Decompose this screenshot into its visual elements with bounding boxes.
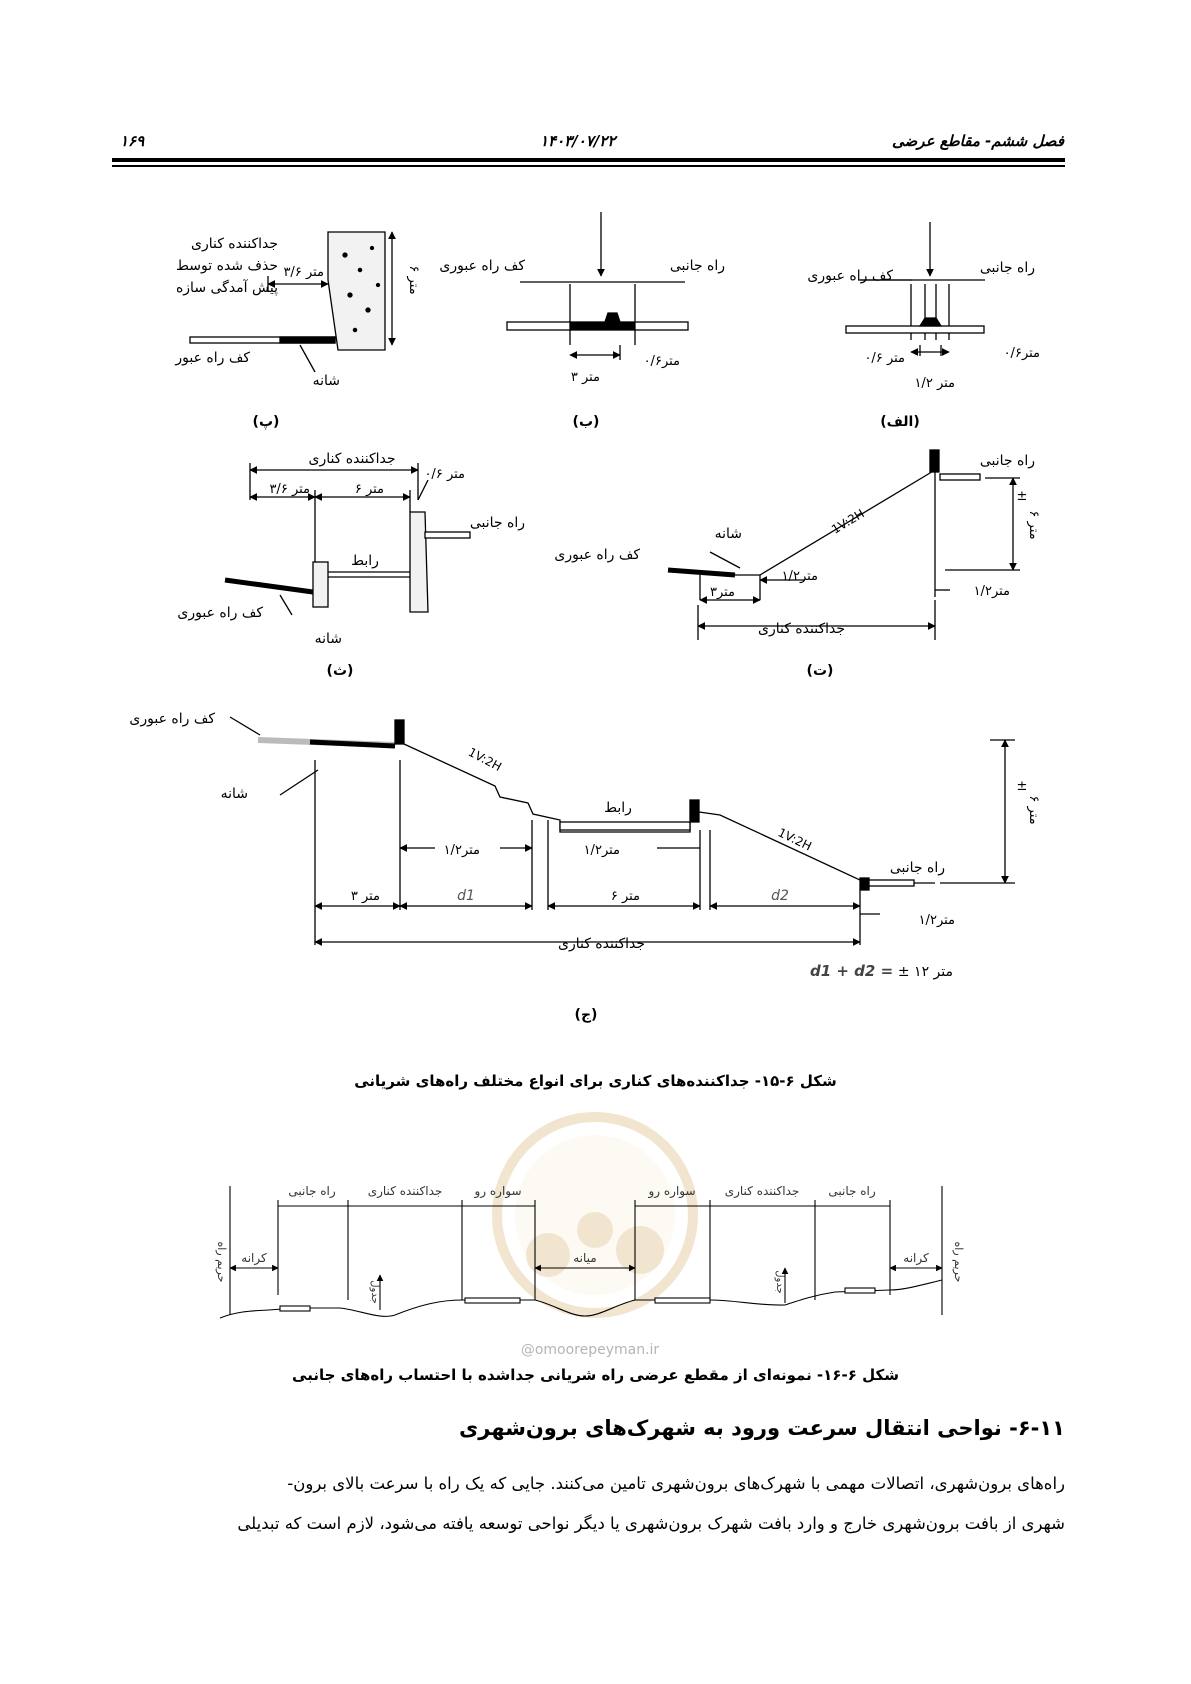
fig16-watermark-logo [497,1117,696,1313]
je-side-road: راه جانبی [889,860,945,876]
alef-dim-06-left: ۰/۶ متر [864,351,905,366]
se-tag: (ث) [326,663,354,679]
te-separator: جداکننده کناری [757,621,845,637]
fig16-verge-left: کرانه [241,1251,267,1265]
pe-tag: (پ) [252,414,280,430]
se-dim-36: ۳/۶ متر [269,482,310,497]
alef-tag: (الف) [880,414,920,430]
alef-dim-12: ۱/۲ متر [914,376,955,391]
se-separator: جداکننده کناری [308,451,396,467]
je-dim-12-b: ۱/۲متر [583,843,620,858]
se-dim-6: ۶ متر [354,482,384,497]
je-d1: d1 [457,888,475,904]
fig16-watermark-text: @omoorepeyman.ir [520,1342,660,1358]
pe-note-1: جداکننده کناری [190,236,278,252]
je-tag: (ج) [574,1007,598,1023]
je-separator: جداکننده کناری [557,936,645,952]
fig16-separator-right: جداکننده کناری [724,1184,800,1198]
page-number: ۱۶۹ [120,132,145,150]
je-formula-left: d1 + d2 = [810,962,894,980]
fig16-carriageway-right: سواره رو [648,1184,696,1198]
te-side-road: راه جانبی [979,453,1035,469]
pe-note-3: پیش آمدگی سازه [175,280,278,296]
je-dim-3: ۳ متر [350,889,380,904]
fig16-side-road-right: راه جانبی [828,1184,876,1198]
be-side-road: راه جانبی [669,258,725,274]
be-through-floor: کف راه عبوری [439,258,525,274]
section-title: ۶-۱۱- نواحی انتقال سرعت ورود به شهرک‌های برون‌شهری [459,1416,1065,1440]
alef-through-floor: کف راه عبوری [807,268,893,284]
fig16-verge-right: کرانه [903,1251,929,1265]
be-dim-3: ۳ متر [570,370,600,385]
fig16-median: میانه [573,1251,597,1265]
be-dim-06: ۰/۶متر [643,354,680,369]
je-slope-1: 1V:2H [465,744,504,775]
je-formula-right: ± ۱۲ متر [897,964,953,980]
fig16-side-road-left: راه جانبی [288,1184,336,1198]
te-dim-12-right: ۱/۲متر [973,584,1010,599]
header-date: ۱۴۰۳/۰۷/۲۲ [540,132,616,150]
be-tag: (ب) [572,414,600,430]
je-dim-12-a: ۱/۲متر [443,843,480,858]
se-shoulder: شانه [314,631,342,647]
te-slope: 1V:2H [829,506,867,537]
pe-shoulder: شانه [312,373,340,389]
fig15-be [507,212,688,360]
te-dim-3: ۳متر [709,585,735,600]
alef-dim-06-right: ۰/۶متر [1003,346,1040,361]
se-connector: رابط [351,553,379,569]
je-dim-6: ۶ متر [610,889,640,904]
fig15-je [230,717,1015,945]
pe-height: ۶ متر [406,265,421,295]
alef-side-road: راه جانبی [979,260,1035,276]
te-through-floor: کف راه عبوری [554,547,640,563]
paragraph-line-2: شهری از بافت برون‌شهری خارج و وارد بافت شهرک برون‌شهری یا دیگر نواحی توسعه یافته می‌شود، لازم است که تبدیلی [237,1514,1065,1533]
figure15-caption: شکل ۶-۱۵- جداکننده‌های کناری برای انواع مختلف راه‌های شریانی [354,1072,837,1090]
te-height: ۶ متر [1026,510,1041,540]
fig16-row-left: حریم راه [215,1241,228,1283]
fig15-alef [846,222,985,356]
se-dim-06: ۰/۶ متر [424,467,465,482]
fig16-separator-left: جداکننده کناری [367,1184,443,1198]
je-connector: رابط [604,800,632,816]
te-tag: (ت) [806,663,834,679]
te-shoulder: شانه [714,526,742,542]
figure16-caption: شکل ۶-۱۶- نمونه‌ای از مقطع عرضی راه شریانی جداشده با احتساب راه‌های جانبی [292,1366,899,1384]
fig15-se [225,463,470,615]
pe-through-floor: کف راه عبور [175,350,250,366]
pe-note-2: حذف شده توسط [176,258,278,274]
fig16-carriageway-left: سواره رو [474,1184,522,1198]
fig16-ditch-right: جدول [774,1270,785,1294]
te-dim-12-left: ۱/۲متر [781,569,818,584]
je-shoulder: شانه [220,786,248,802]
je-dim-12-c: ۱/۲متر [918,913,955,928]
je-slope-2: 1V:2H [775,825,814,854]
fig16-ditch-left: جدول [369,1280,380,1304]
se-through-floor: کف راه عبوری [177,605,263,621]
se-side-road: راه جانبی [469,515,525,531]
section-paragraph [112,1464,1065,1544]
je-height: ۶ متر [1026,795,1041,825]
chapter-title: فصل ششم- مقاطع عرضی [892,132,1064,150]
fig15-te [668,450,1020,640]
fig16-row-right: حریم راه [952,1241,965,1283]
pe-dim-36: ۳/۶ متر [283,265,324,280]
je-d2: d2 [771,888,789,904]
te-pm: ± [1016,489,1028,504]
je-through-floor: کف راه عبوری [129,711,215,727]
paragraph-line-1: راه‌های برون‌شهری، اتصالات مهمی با شهرک‌های برون‌شهری تامین می‌کنند. جایی که یک راه با سرعت بالای برون- [287,1474,1065,1493]
je-pm: ± [1016,779,1028,794]
